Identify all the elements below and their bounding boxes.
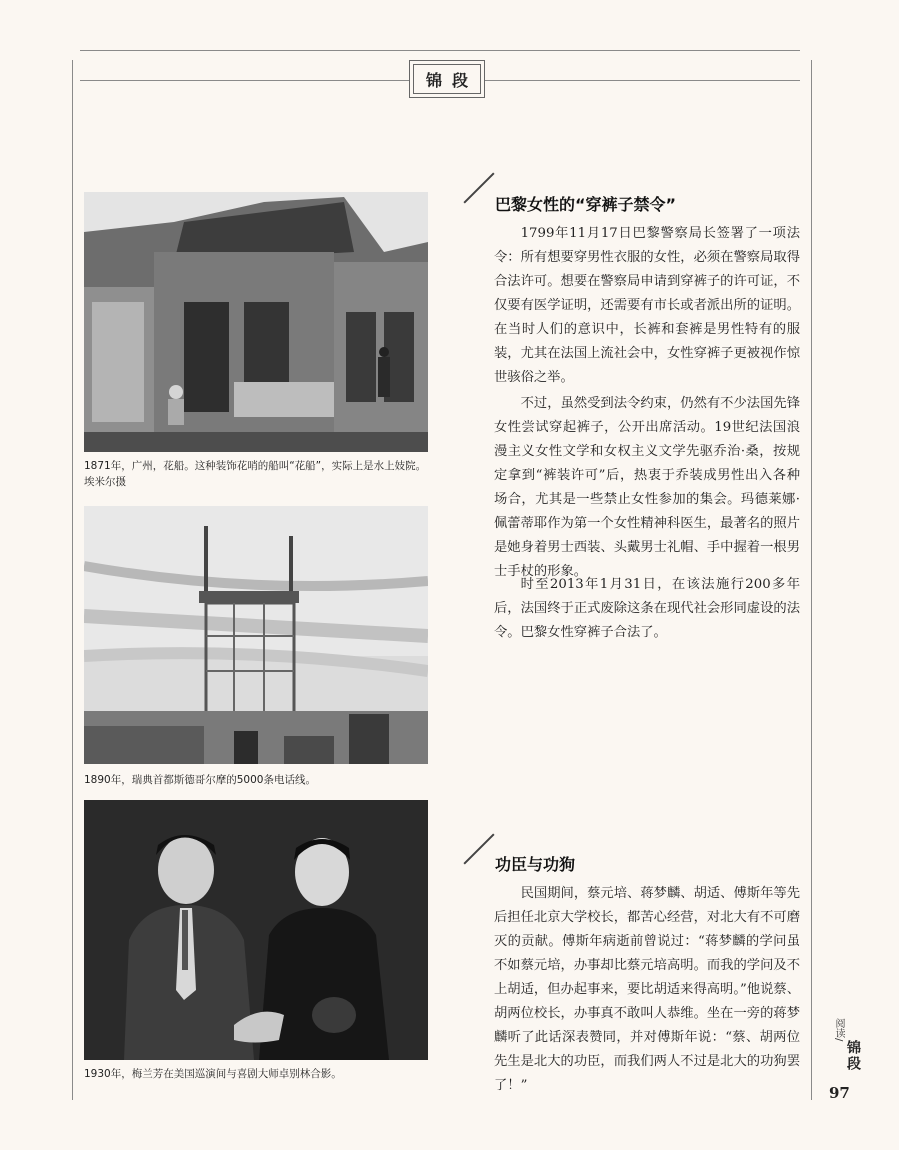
page-number: 97: [829, 1084, 850, 1102]
section2-title-slash: [463, 833, 494, 864]
photo1-caption: 1871年，广州，花船。这种装饰花哨的船叫“花船”，实际上是水上妓院。埃米尔摄: [84, 460, 427, 488]
column-badge: [409, 60, 485, 98]
telephone-tower-photo: [84, 506, 428, 764]
photo2-caption: 1890年，瑞典首都斯德哥尔摩的5000条电话线。: [84, 774, 316, 786]
section2-title: 功臣与功狗: [495, 855, 576, 874]
sidebar-column-title: 锦段: [845, 1040, 861, 1072]
section1-title: 巴黎女性的“穿裤子禁令”: [495, 195, 677, 214]
flower-boat-photo: [84, 192, 428, 452]
left-margin-rule: [72, 60, 73, 1100]
sidebar-column-label: 阅读/: [833, 1018, 844, 1042]
section1-paragraph-3: 时至2013年1月31日，在该法施行200多年后，法国终于正式废除这条在现代社会形同虚设的法令。巴黎女性穿裤子合法了。: [494, 577, 800, 640]
section1-paragraph-1: 1799年11月17日巴黎警察局长签署了一项法令：所有想要穿男性衣服的女性，必须在警察局取得合法许可。想要在警察局申请到穿裤子的许可证，不仅要有医学证明，还需要有市长或者派出所的证明。在当时人们的意识中，长裤和套裤是男性特有的服装，尤其在法国上流社会中，女性穿裤子更被视作惊世骇俗之举。: [494, 226, 800, 385]
section1-title-slash: [463, 172, 494, 203]
photo3-caption: 1930年，梅兰芳在美国巡演间与喜剧大师卓别林合影。: [84, 1068, 342, 1080]
right-margin-rule: [811, 60, 812, 1100]
top-rule: [80, 50, 800, 51]
section1-paragraph-2: 不过，虽然受到法令约束，仍然有不少法国先锋女性尝试穿起裤子，公开出席活动。19世纪法国浪漫主义女性文学和女权主义文学先驱乔治·桑，按规定拿到“裤装许可”后，热衷于乔装成男性出入各种场合，尤其是一些禁止女性参加的集会。玛德莱娜·佩蕾蒂耶作为第一个女性精神科医生，最著名的照片是她身着男士西装、头戴男士礼帽、手中握着一根男士手杖的形象。: [494, 396, 800, 579]
section2-paragraph-1: 民国期间，蔡元培、蒋梦麟、胡适、傅斯年等先后担任北京大学校长，都苦心经营，对北大有不可磨灭的贡献。傅斯年病逝前曾说过：“蒋梦麟的学问虽不如蔡元培，办事却比蔡元培高明。而我的学问及不上胡适，但办起事来，要比胡适来得高明。”他说蔡、胡两位校长，办事真不敢叫人恭维。坐在一旁的蒋梦麟听了此话深表赞同，并对傅斯年说：“蔡、胡两位先生是北大的功臣，而我们两人不过是北大的功狗罢了！”: [494, 886, 800, 1093]
column-badge-label: 锦段: [413, 64, 481, 94]
mei-lanfang-chaplin-photo: [84, 800, 428, 1060]
